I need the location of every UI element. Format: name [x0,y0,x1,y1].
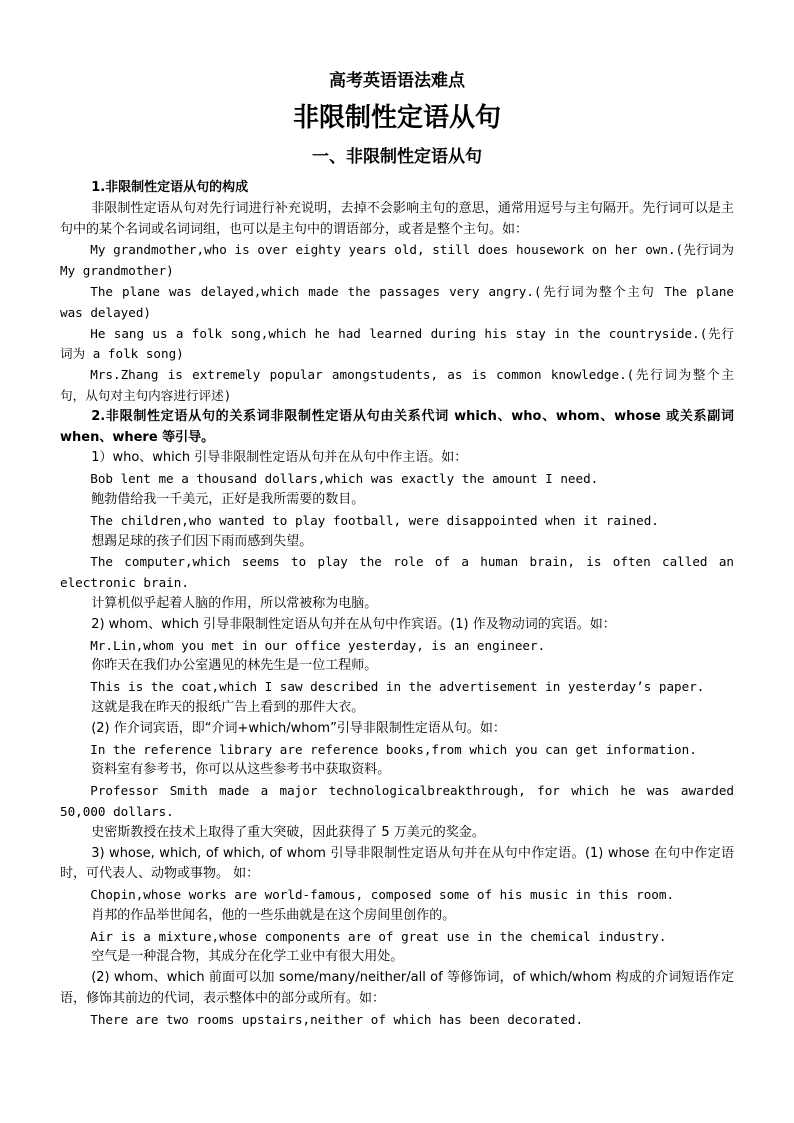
example-sentence: The children,who wanted to play football, were disappointed when it rained. [90,512,659,528]
paragraph: 1）who、which 引导非限制性定语从句并在从句中作主语。如： [91,450,468,466]
paragraph: 非限制性定语从句对先行词进行补充说明，去掉不会影响主句的意思，通常用逗号与主句隔开。先行词可以是主句中的某个名词或名词词组，也可以是主句中的谓语部分，或者是整个主句。如： [60,200,734,237]
section-heading: 2.非限制性定语从句的关系词非限制性定语从句由关系代词 which、who、whom、whose 或关系副词 when、where 等引导。 [60,408,734,445]
paragraph: 你昨天在我们办公室遇见的林先生是一位工程师。 [91,658,378,674]
paragraph: 想踢足球的孩子们因下雨而感到失望。 [91,533,313,549]
example-sentence: Air is a mixture,whose components are of great use in the chemical industry. [90,928,667,944]
example-sentence: Mrs.Zhang is extremely popular amongstudents, as is common knowledge.(先行词为整个主句，从句对主句内容进行评述) [60,367,734,403]
example-sentence: My grandmother,who is over eighty years old, still does housework on her own.(先行词为 My grandmother) [60,242,734,279]
section-title: 一、非限制性定语从句 [312,147,482,167]
paragraph: 这就是我在昨天的报纸广告上看到的那件大衣。 [91,699,365,715]
paragraph: 鲍勃借给我一千美元，正好是我所需要的数目。 [91,491,365,507]
paragraph: (2) 作介词宾语，即“介词+which/whom”引导非限制性定语从句。如： [91,720,506,736]
paragraph: 2) whom、which 引导非限制性定语从句并在从句中作宾语。(1) 作及物动词的宾语。如： [91,616,616,632]
paragraph: 3) whose, which, of which, of whom 引导非限制性定语从句并在从句中作定语。(1) whose 在句中作定语时，可代表人、动物或事物。 如： [60,845,734,882]
document-top-title: 高考英语语法难点 [329,71,465,91]
section-heading: 1.非限制性定语从句的构成 [91,180,249,195]
paragraph: 史密斯教授在技术上取得了重大突破，因此获得了 5 万美元的奖金。 [91,824,485,840]
example-sentence: Professor Smith made a major technologicalbreakthrough, for which he was awarded 50,000 dollars. [60,783,734,819]
example-sentence: The plane was delayed,which made the passages very angry.(先行词为整个主句 The plane was delayed) [60,283,734,320]
example-sentence: He sang us a folk song,which he had learned during his stay in the countryside.(先行词为 a folk song) [60,325,734,362]
example-sentence: In the reference library are reference books,from which you can get information. [90,741,697,757]
paragraph: 计算机似乎起着人脑的作用，所以常被称为电脑。 [91,595,378,611]
example-sentence: Bob lent me a thousand dollars,which was exactly the amount I need. [90,471,599,487]
document-page [60,66,734,1031]
document-main-title: 非限制性定语从句 [292,103,501,133]
example-sentence: The computer,which seems to play the role of a human brain, is often called an electronic brain. [60,554,734,591]
paragraph: 资料室有参考书，你可以从这些参考书中获取资料。 [91,762,391,778]
example-sentence: There are two rooms upstairs,neither of which has been decorated. [90,1011,584,1027]
example-sentence: This is the coat,which I saw described in the advertisement in yesterday’s paper. [90,679,705,695]
paragraph: (2) whom、which 前面可以加 some/many/neither/all of 等修饰词，of which/whom 构成的介词短语作定语，修饰其前边的代词，表示整体中的部分或所有。如： [60,970,734,1007]
example-sentence: Mr.Lin,whom you met in our office yesterday, is an engineer. [90,637,546,653]
paragraph: 空气是一种混合物，其成分在化学工业中有很大用处。 [91,949,404,965]
document-body [60,178,734,1031]
paragraph: 肖邦的作品举世闻名，他的一些乐曲就是在这个房间里创作的。 [91,907,456,923]
example-sentence: Chopin,whose works are world-famous, composed some of his music in this room. [90,887,675,903]
